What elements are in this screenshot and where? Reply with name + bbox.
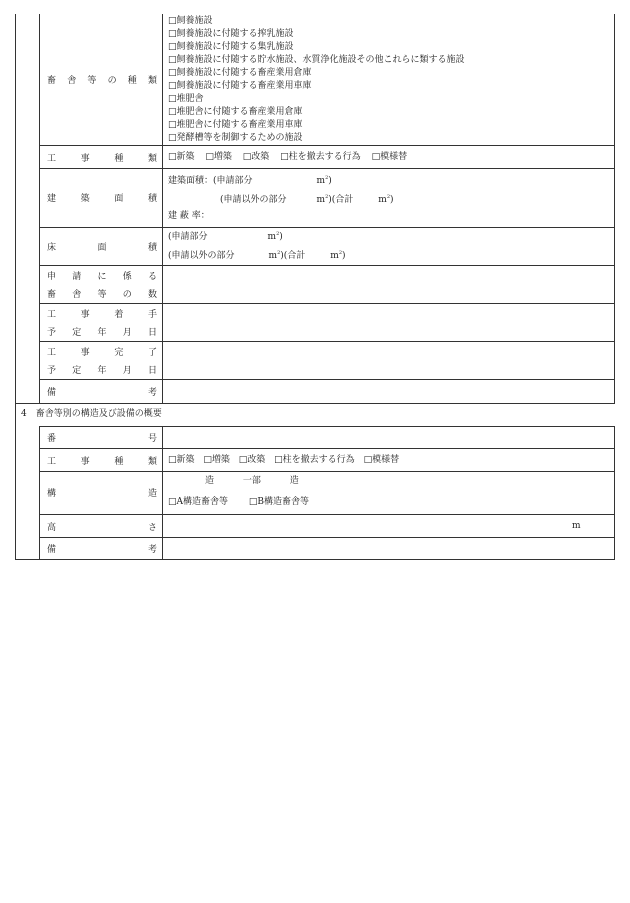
label-char: 予 bbox=[47, 328, 57, 338]
label-char: 建 bbox=[47, 194, 57, 204]
inner-left-border bbox=[39, 14, 40, 403]
bottom-border bbox=[15, 559, 615, 560]
livestock-option[interactable]: □堆肥舎に付随する畜産業用車庫 bbox=[168, 120, 303, 130]
section4-title: 4 畜舎等別の構造及び設備の概要 bbox=[21, 409, 162, 419]
section4-number-field[interactable] bbox=[163, 427, 614, 448]
label-char: 月 bbox=[122, 328, 132, 338]
label-char: 床 bbox=[47, 243, 57, 253]
label-char: 工 bbox=[47, 348, 57, 358]
row-divider bbox=[39, 145, 615, 146]
label-char: 畜 bbox=[47, 76, 57, 86]
livestock-option[interactable]: □飼養施設に付随する貯水施設、水質浄化施設その他これらに類する施設 bbox=[168, 55, 465, 65]
work-type-remodel-checkbox[interactable]: □模様替 bbox=[371, 152, 408, 162]
building-area-line2: (申請以外の部分 $m^2$)(合計 $m^2$) bbox=[220, 194, 394, 205]
structure-a-checkbox[interactable]: □A構造畜舎等 bbox=[168, 497, 229, 507]
label-char: 事 bbox=[80, 310, 90, 320]
construction-start-label-1 bbox=[47, 307, 157, 320]
section4-work-type-label bbox=[47, 454, 157, 467]
livestock-option[interactable]: □堆肥舎に付随する畜産業用倉庫 bbox=[168, 107, 303, 117]
section4-work-type-options bbox=[168, 454, 399, 467]
height-unit: m bbox=[572, 521, 581, 531]
label-char: 月 bbox=[122, 366, 132, 376]
unit-square-meter: m bbox=[316, 176, 326, 186]
label-char: 申 bbox=[47, 272, 57, 282]
label-char: 号 bbox=[147, 434, 157, 444]
livestock-option[interactable]: □飼養施設 bbox=[168, 16, 213, 26]
label-char: の bbox=[107, 76, 117, 86]
paren-close: ) bbox=[328, 176, 332, 186]
label-char: 了 bbox=[147, 348, 157, 358]
label-char: 類 bbox=[147, 76, 157, 86]
application-form bbox=[15, 14, 615, 560]
row-divider bbox=[39, 168, 615, 169]
label-char: 請 bbox=[72, 272, 82, 282]
label-char: 事 bbox=[80, 154, 90, 164]
label-char: 類 bbox=[147, 154, 157, 164]
building-area-total-label: )(合計 bbox=[328, 195, 354, 205]
label-char: の bbox=[122, 290, 132, 300]
unit-square-meter: m bbox=[330, 251, 339, 261]
section4-remarks-field[interactable] bbox=[163, 538, 614, 559]
label-char: 種 bbox=[114, 457, 124, 467]
building-area-label bbox=[47, 191, 157, 204]
label-char: 番 bbox=[47, 434, 57, 444]
construction-start-label-2 bbox=[47, 325, 157, 338]
livestock-option[interactable]: □堆肥舎 bbox=[168, 94, 204, 104]
section-divider bbox=[15, 403, 615, 404]
livestock-option[interactable]: □飼養施設に付随する畜産業用倉庫 bbox=[168, 68, 312, 78]
label-char: 工 bbox=[47, 457, 57, 467]
building-area-other-label: (申請以外の部分 bbox=[220, 195, 287, 205]
building-count-label-1 bbox=[47, 269, 157, 282]
label-char: 備 bbox=[47, 388, 57, 398]
label-char: 構 bbox=[47, 489, 57, 499]
floor-area-line2: (申請以外の部分 $m^2$)(合計 $m^2$) bbox=[168, 250, 346, 261]
label-char: 数 bbox=[147, 290, 157, 300]
outer-left-border bbox=[15, 14, 16, 560]
section4-structure-line1 bbox=[205, 475, 299, 488]
label-char: 手 bbox=[147, 310, 157, 320]
section4-extension-checkbox[interactable]: □増築 bbox=[203, 455, 230, 465]
livestock-option[interactable]: □発酵槽等を制御するための施設 bbox=[168, 133, 303, 143]
label-char: 年 bbox=[97, 366, 107, 376]
unit-square-meter: m bbox=[316, 195, 326, 205]
work-type-extension-checkbox[interactable]: □増築 bbox=[205, 152, 232, 162]
label-char: 造 bbox=[147, 489, 157, 499]
livestock-option[interactable]: □飼養施設に付随する搾乳施設 bbox=[168, 29, 294, 39]
label-char: 積 bbox=[147, 194, 157, 204]
remarks-label bbox=[47, 385, 157, 398]
row-divider bbox=[39, 471, 615, 472]
section4-structure-label bbox=[47, 486, 157, 499]
building-count-label-2 bbox=[47, 287, 157, 300]
remarks-field[interactable] bbox=[163, 380, 614, 403]
right-border-section4 bbox=[614, 426, 615, 560]
work-type-label bbox=[47, 151, 157, 164]
section4-remodel-checkbox[interactable]: □模様替 bbox=[363, 455, 400, 465]
label-char: に bbox=[97, 272, 107, 282]
section4-structure-line2 bbox=[168, 496, 309, 509]
label-char: 類 bbox=[147, 457, 157, 467]
label-char: 面 bbox=[114, 194, 124, 204]
section4-remarks-label bbox=[47, 542, 157, 555]
construction-complete-field[interactable] bbox=[163, 342, 614, 379]
label-char: 年 bbox=[97, 328, 107, 338]
construction-complete-label-2 bbox=[47, 363, 157, 376]
label-char: 事 bbox=[80, 457, 90, 467]
floor-area-total-label: )(合計 bbox=[280, 251, 306, 261]
inner-left-border-section4 bbox=[39, 426, 40, 560]
label-char: 面 bbox=[97, 243, 107, 253]
label-char: 着 bbox=[114, 310, 124, 320]
label-char: 日 bbox=[147, 366, 157, 376]
structure-b-checkbox[interactable]: □B構造畜舎等 bbox=[248, 497, 310, 507]
row-divider bbox=[39, 227, 615, 228]
section4-height-field[interactable] bbox=[163, 515, 614, 537]
building-count-field[interactable] bbox=[163, 266, 614, 303]
label-char: 等 bbox=[97, 290, 107, 300]
label-char: 定 bbox=[72, 328, 82, 338]
building-area-applied-label: 建築面積：(申請部分 bbox=[168, 176, 253, 186]
label-char: 備 bbox=[47, 545, 57, 555]
label-char: 事 bbox=[80, 348, 90, 358]
label-char: 種 bbox=[114, 154, 124, 164]
paren-close: ) bbox=[342, 251, 346, 261]
label-char: 高 bbox=[47, 523, 57, 533]
label-char: 工 bbox=[47, 310, 57, 320]
section4-rebuild-checkbox[interactable]: □改築 bbox=[238, 455, 266, 465]
construction-complete-label-1 bbox=[47, 345, 157, 358]
structure-partial-label: 一部 bbox=[242, 476, 261, 486]
label-char: 舎 bbox=[67, 76, 77, 86]
section4-new-checkbox[interactable]: □新築 bbox=[168, 455, 195, 465]
construction-start-field[interactable] bbox=[163, 304, 614, 341]
section4-pillar-removal-checkbox[interactable]: □柱を撤去する行為 bbox=[274, 455, 355, 465]
label-char: 築 bbox=[80, 194, 90, 204]
work-type-new-checkbox[interactable]: □新築 bbox=[168, 152, 195, 162]
unit-square-meter: m bbox=[378, 195, 387, 205]
label-char: 係 bbox=[122, 272, 132, 282]
label-char: 工 bbox=[47, 154, 57, 164]
floor-area-applied-label: (申請部分 bbox=[168, 232, 208, 242]
livestock-type-label bbox=[47, 73, 157, 86]
work-type-pillar-removal-checkbox[interactable]: □柱を撤去する行為 bbox=[280, 152, 361, 162]
livestock-option[interactable]: □飼養施設に付随する集乳施設 bbox=[168, 42, 294, 52]
label-char: 畜 bbox=[47, 290, 57, 300]
row-divider bbox=[39, 448, 615, 449]
floor-area-other-label: (申請以外の部分 bbox=[168, 251, 235, 261]
label-char: 舎 bbox=[72, 290, 82, 300]
structure-partial-suffix: 造 bbox=[289, 476, 299, 486]
section4-number-label bbox=[47, 431, 157, 444]
unit-square-meter: m bbox=[268, 251, 278, 261]
work-type-rebuild-checkbox[interactable]: □改築 bbox=[242, 152, 270, 162]
label-char: 完 bbox=[114, 348, 124, 358]
floor-area-line1: (申請部分 $m^2$) bbox=[168, 231, 283, 242]
coverage-ratio-line bbox=[168, 210, 210, 223]
paren-close: ) bbox=[390, 195, 394, 205]
structure-main-suffix: 造 bbox=[205, 476, 215, 486]
label-char: 予 bbox=[47, 366, 57, 376]
label-char: 定 bbox=[72, 366, 82, 376]
coverage-ratio-label: 建 蔽 率： bbox=[168, 211, 210, 221]
paren-close: ) bbox=[279, 232, 283, 242]
right-border bbox=[614, 14, 615, 403]
livestock-option[interactable]: □飼養施設に付随する畜産業用車庫 bbox=[168, 81, 312, 91]
label-char: る bbox=[147, 272, 157, 282]
floor-area-label bbox=[47, 240, 157, 253]
unit-square-meter: m bbox=[267, 232, 277, 242]
work-type-options bbox=[168, 151, 407, 164]
label-char: 考 bbox=[147, 388, 157, 398]
label-char: 考 bbox=[147, 545, 157, 555]
label-char: 日 bbox=[147, 328, 157, 338]
livestock-type-options bbox=[168, 15, 465, 145]
building-area-line1: 建築面積：(申請部分 $m^2$) bbox=[168, 175, 332, 186]
label-char: さ bbox=[147, 523, 157, 533]
label-char: 積 bbox=[147, 243, 157, 253]
label-char: 等 bbox=[87, 76, 97, 86]
label-char: 種 bbox=[127, 76, 137, 86]
section4-height-label bbox=[47, 520, 157, 533]
